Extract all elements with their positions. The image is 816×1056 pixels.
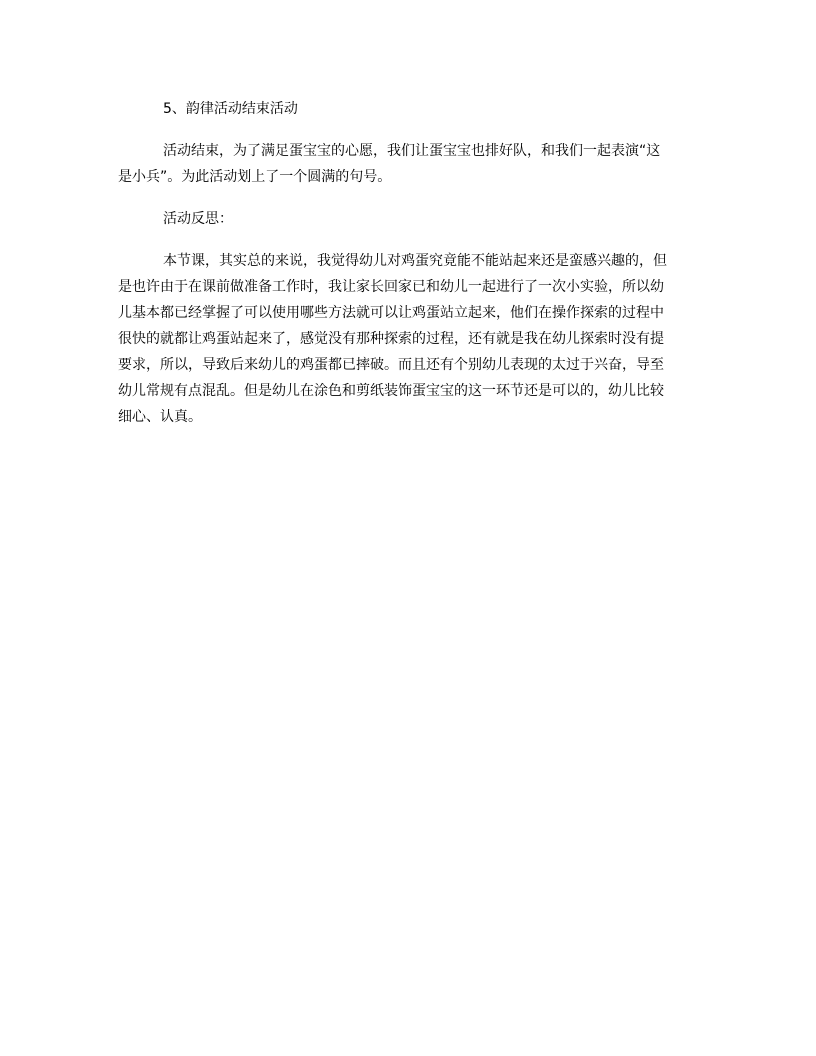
paragraph-line: 本节课，其实总的来说，我觉得幼儿对鸡蛋究竟能不能站起来还是蛮感兴趣的，但: [163, 253, 667, 269]
section-heading: 5、韵律活动结束活动: [163, 101, 298, 117]
paragraph-line: 活动结束，为了满足蛋宝宝的心愿，我们让蛋宝宝也排好队，和我们一起表演“这: [163, 143, 661, 159]
paragraph-activity-end: [118, 138, 696, 190]
paragraph-reflection-body: [118, 248, 696, 430]
paragraph-reflection-title: [118, 206, 696, 232]
paragraph-line: 要求，所以，导致后来幼儿的鸡蛋都已摔破。而且还有个别幼儿表现的太过于兴奋，导至: [118, 357, 664, 373]
paragraph-line: 儿基本都已经掌握了可以使用哪些方法就可以让鸡蛋站立起来，他们在操作探索的过程中: [118, 305, 664, 321]
paragraph-line: 很快的就都让鸡蛋站起来了，感觉没有那种探索的过程，还有就是我在幼儿探索时没有提: [118, 331, 664, 347]
paragraph-line: 活动反思：: [163, 211, 233, 227]
paragraph-line: 细心、认真。: [118, 409, 202, 425]
paragraph-line: 是也许由于在课前做准备工作时，我让家长回家已和幼儿一起进行了一次小实验，所以幼: [118, 279, 664, 295]
paragraph-line: 幼儿常规有点混乱。但是幼儿在涂色和剪纸装饰蛋宝宝的这一环节还是可以的，幼儿比较: [118, 383, 664, 399]
document-body: [118, 96, 696, 430]
paragraph-line: 是小兵”。为此活动划上了一个圆满的句号。: [118, 169, 392, 185]
